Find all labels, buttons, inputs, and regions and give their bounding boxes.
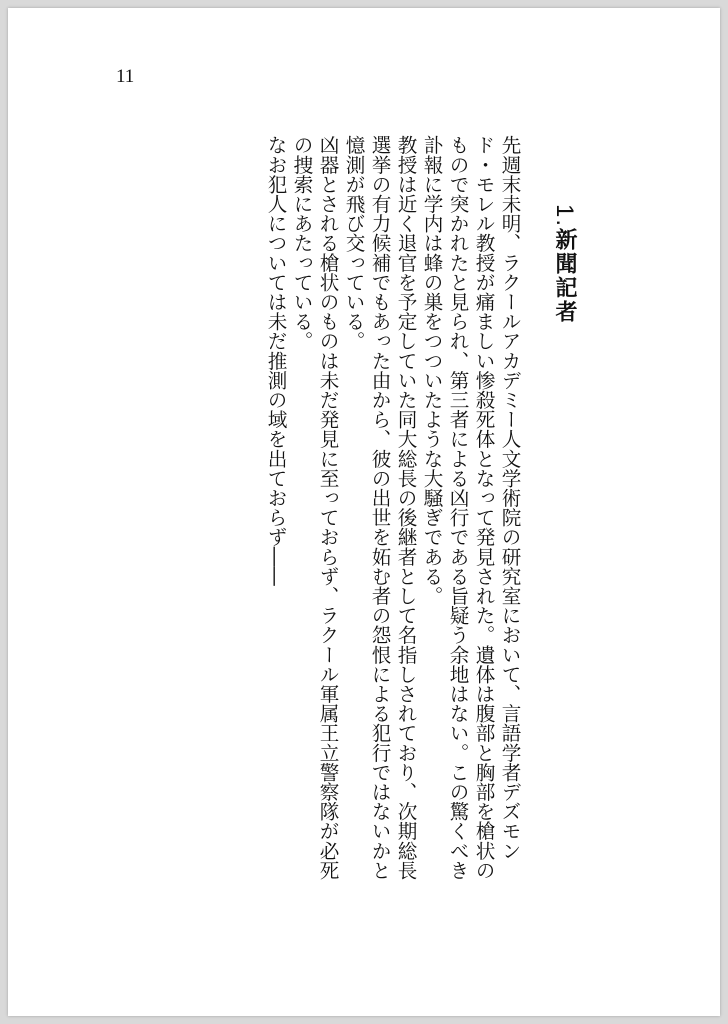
paragraph: 先週末未明、ラクールアカデミー人文学術院の研究室において、言語学者デズモンド・モレル教授が痛ましい惨殺死体となって発見された。遺体は腹部と胸部を槍状のもので突かれたと見られ、第三者による凶行である旨疑う余地はない。この驚くべき訃報に学内は蜂の巣をつついたような大騒ぎである。: [420, 135, 521, 880]
paragraph: なお犯人については未だ推測の域を出ておらず――: [264, 135, 287, 586]
body-text: [262, 135, 522, 895]
chapter-number: 1.: [551, 204, 578, 229]
book-page: [8, 8, 720, 1016]
paragraph: 教授は近く退官を予定していた同大総長の後継者として名指しされており、次期総長選挙の有力候補でもあった由から、彼の出世を妬む者の怨恨による犯行ではないかと憶測が飛び交っている。: [342, 135, 417, 880]
chapter-title: [549, 204, 580, 324]
paragraph: 凶器とされる槍状のものは未だ発見に至っておらず、ラクール軍属王立警察隊が必死の捜索にあたっている。: [290, 135, 339, 880]
page-number: 11: [116, 66, 135, 87]
chapter-title-text: 新聞記者: [552, 228, 577, 325]
